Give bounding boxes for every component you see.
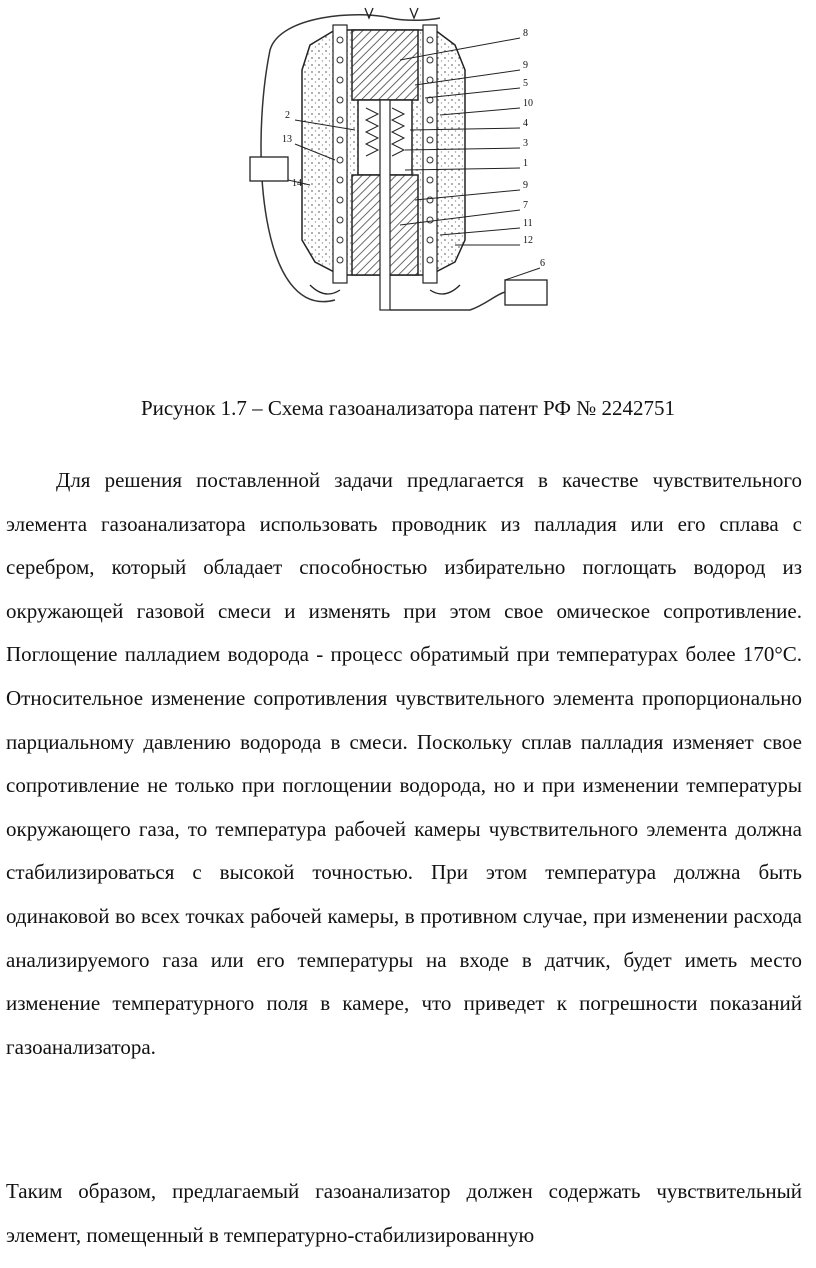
body-paragraph: Для решения поставленной задачи предлагается в качестве чувствительного элемента газоанализатора использовать проводник из палладия или его сплава с серебром, который обладает способностью избирательно поглощать водород из окружающей газовой смеси и изменять при этом свое омическое сопротивление. Поглощение палладием водорода - процесс обратимый при температурах более 170°С. Относительное изменение сопротивления чувствительного элемента пропорционально парциальному давлению водорода в смеси. Поскольку сплав палладия изменяет свое сопротивление не только при поглощении водорода, но и при изменении температуры окружающего газа, то температура рабочей камеры чувствительного элемента должна стабилизироваться с высокой точностью. При этом температура должна быть одинаковой во всех точках рабочей камеры, в противном случае, при изменении расхода анализируемого газа или его температуры на входе в датчик, будет иметь место изменение температурного поля в камере, что приведет к погрешности показаний газоанализатора. xyxy=(6,468,802,1059)
diagram-label: 3 xyxy=(523,138,528,149)
diagram-label: 4 xyxy=(523,118,528,129)
diagram-label: 5 xyxy=(523,78,528,89)
diagram-label: 8 xyxy=(523,28,528,39)
unit-6 xyxy=(505,280,547,305)
upper-block xyxy=(352,30,418,100)
diagram-label: 7 xyxy=(523,200,528,211)
figure-caption: Рисунок 1.7 – Схема газоанализатора патент РФ № 2242751 xyxy=(141,396,675,420)
diagram-label: 13 xyxy=(282,134,292,145)
heater-right xyxy=(423,25,437,283)
diagram-label: 10 xyxy=(523,98,533,109)
diagram-label: 6 xyxy=(540,258,545,269)
unit-14 xyxy=(250,157,288,181)
body-paragraph: Таким образом, предлагаемый газоанализатор должен содержать чувствительный элемент, помещенный в температурно-стабилизированную xyxy=(6,1179,802,1247)
heater-left xyxy=(333,25,347,283)
diagram-label: 12 xyxy=(523,235,533,246)
diagram-label: 2 xyxy=(285,110,290,121)
diagram-label: 9 xyxy=(523,180,528,191)
gas-analyzer-diagram xyxy=(240,0,580,345)
center-tube xyxy=(380,100,390,310)
diagram-label: 9 xyxy=(523,60,528,71)
diagram-label: 14 xyxy=(292,178,302,189)
diagram-label: 11 xyxy=(523,218,533,229)
diagram-svg xyxy=(240,0,580,345)
diagram-label: 1 xyxy=(523,158,528,169)
